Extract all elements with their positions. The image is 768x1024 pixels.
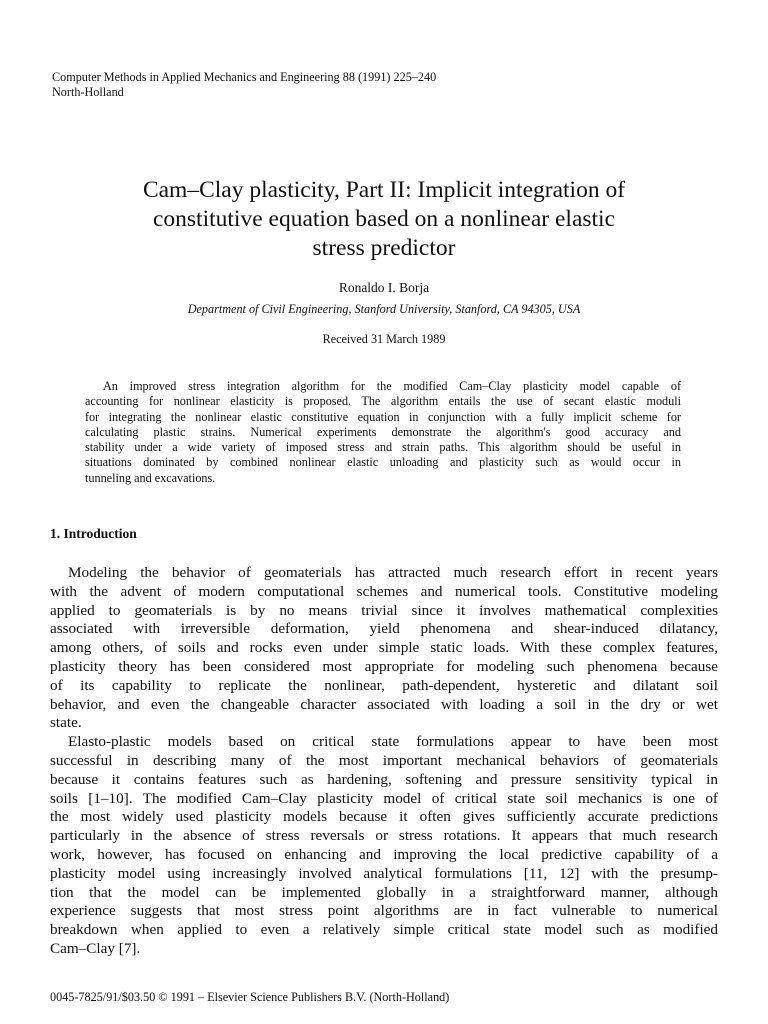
title-line: stress predictor [312, 235, 456, 261]
paragraph-line: of its capability to replicate the nonlinear, path-dependent, hysteretic and dilatant soil [50, 676, 718, 694]
paragraph-line: behavior, and even the changeable character associated with loading a soil in the dry or wet [50, 695, 718, 713]
abstract-line: situations dominated by combined nonlinear elastic unloading and plasticity such as would occur in [85, 455, 681, 470]
abstract-line: tunneling and excavations. [85, 470, 216, 485]
abstract-line: An improved stress integration algorithm for the modified Cam–Clay plasticity model capable of [103, 379, 681, 393]
abstract [85, 379, 681, 486]
paragraph-line: tion that the model can be implemented globally in a straightforward manner, although [50, 883, 718, 901]
paragraph-line: successful in describing many of the most important mechanical behaviors of geomaterials [50, 751, 718, 769]
abstract-line: accounting for nonlinear elasticity is proposed. The algorithm entails the use of secant elastic moduli [85, 394, 681, 409]
paragraph-line: applied to geomaterials is by no means trivial since it involves mathematical complexities [50, 601, 718, 619]
paragraph-line: associated with irreversible deformation, yield phenomena and shear-induced dilatancy, [50, 620, 718, 638]
author-affiliation: Department of Civil Engineering, Stanford University, Stanford, CA 94305, USA [187, 302, 581, 316]
journal-header [52, 70, 436, 100]
paper-title [60, 176, 708, 263]
paragraph-line: among others, of soils and rocks even under simple static loads. With these complex features, [50, 639, 718, 657]
section-heading: 1. Introduction [50, 526, 137, 541]
paragraph-line: Elasto-plastic models based on critical state formulations appear to have been most [68, 733, 718, 751]
abstract-line: calculating plastic strains. Numerical experiments demonstrate the algorithm's good accuracy and [85, 424, 681, 439]
journal-publisher: North-Holland [52, 85, 124, 99]
paragraph-line: soils [1–10]. The modified Cam–Clay plasticity model of critical state soil mechanics is one of [50, 789, 718, 807]
paragraph-line: breakdown when applied to even a relatively simple critical state model such as modified [50, 921, 718, 939]
paragraph-line: experience suggests that most stress point algorithms are in fact vulnerable to numerical [50, 902, 718, 920]
paragraph-line: Modeling the behavior of geomaterials has attracted much research effort in recent years [68, 564, 718, 581]
journal-citation: Computer Methods in Applied Mechanics and Engineering 88 (1991) 225–240 [52, 70, 437, 84]
paragraph-line: plasticity theory has been considered most appropriate for modeling such phenomena because [50, 657, 718, 675]
paragraph-line: the most widely used plasticity models because it often gives sufficiently accurate predictions [50, 808, 718, 826]
title-line: constitutive equation based on a nonlinear elastic [152, 206, 616, 232]
author-name: Ronaldo I. Borja [338, 280, 430, 295]
received-date: Received 31 March 1989 [322, 332, 446, 346]
abstract-line: for integrating the nonlinear elastic constitutive equation in conjunction with a fully implicit scheme for [85, 409, 681, 424]
abstract-line: stability under a wide variety of imposed stress and strain paths. This algorithm should be useful in [85, 440, 681, 455]
copyright-footer: 0045-7825/91/$03.50 © 1991 – Elsevier Science Publishers B.V. (North-Holland) [50, 990, 450, 1004]
paragraph-line: plasticity model using increasingly involved analytical formulations [11, 12] with the presump- [50, 864, 718, 882]
paragraph-line: Cam–Clay [7]. [50, 939, 141, 957]
title-line: Cam–Clay plasticity, Part II: Implicit integration of [142, 177, 626, 203]
paragraph-line: work, however, has focused on enhancing and improving the local predictive capability of a [50, 845, 718, 863]
paragraph-line: with the advent of modern computational schemes and numerical tools. Constitutive modeling [50, 582, 718, 600]
paragraph-line: particularly in the absence of stress reversals or stress rotations. It appears that much research [50, 827, 718, 845]
paragraph-line: because it contains features such as hardening, softening and pressure sensitivity typical in [50, 770, 718, 788]
paragraph-line: state. [50, 714, 82, 732]
introduction-body [50, 564, 718, 959]
